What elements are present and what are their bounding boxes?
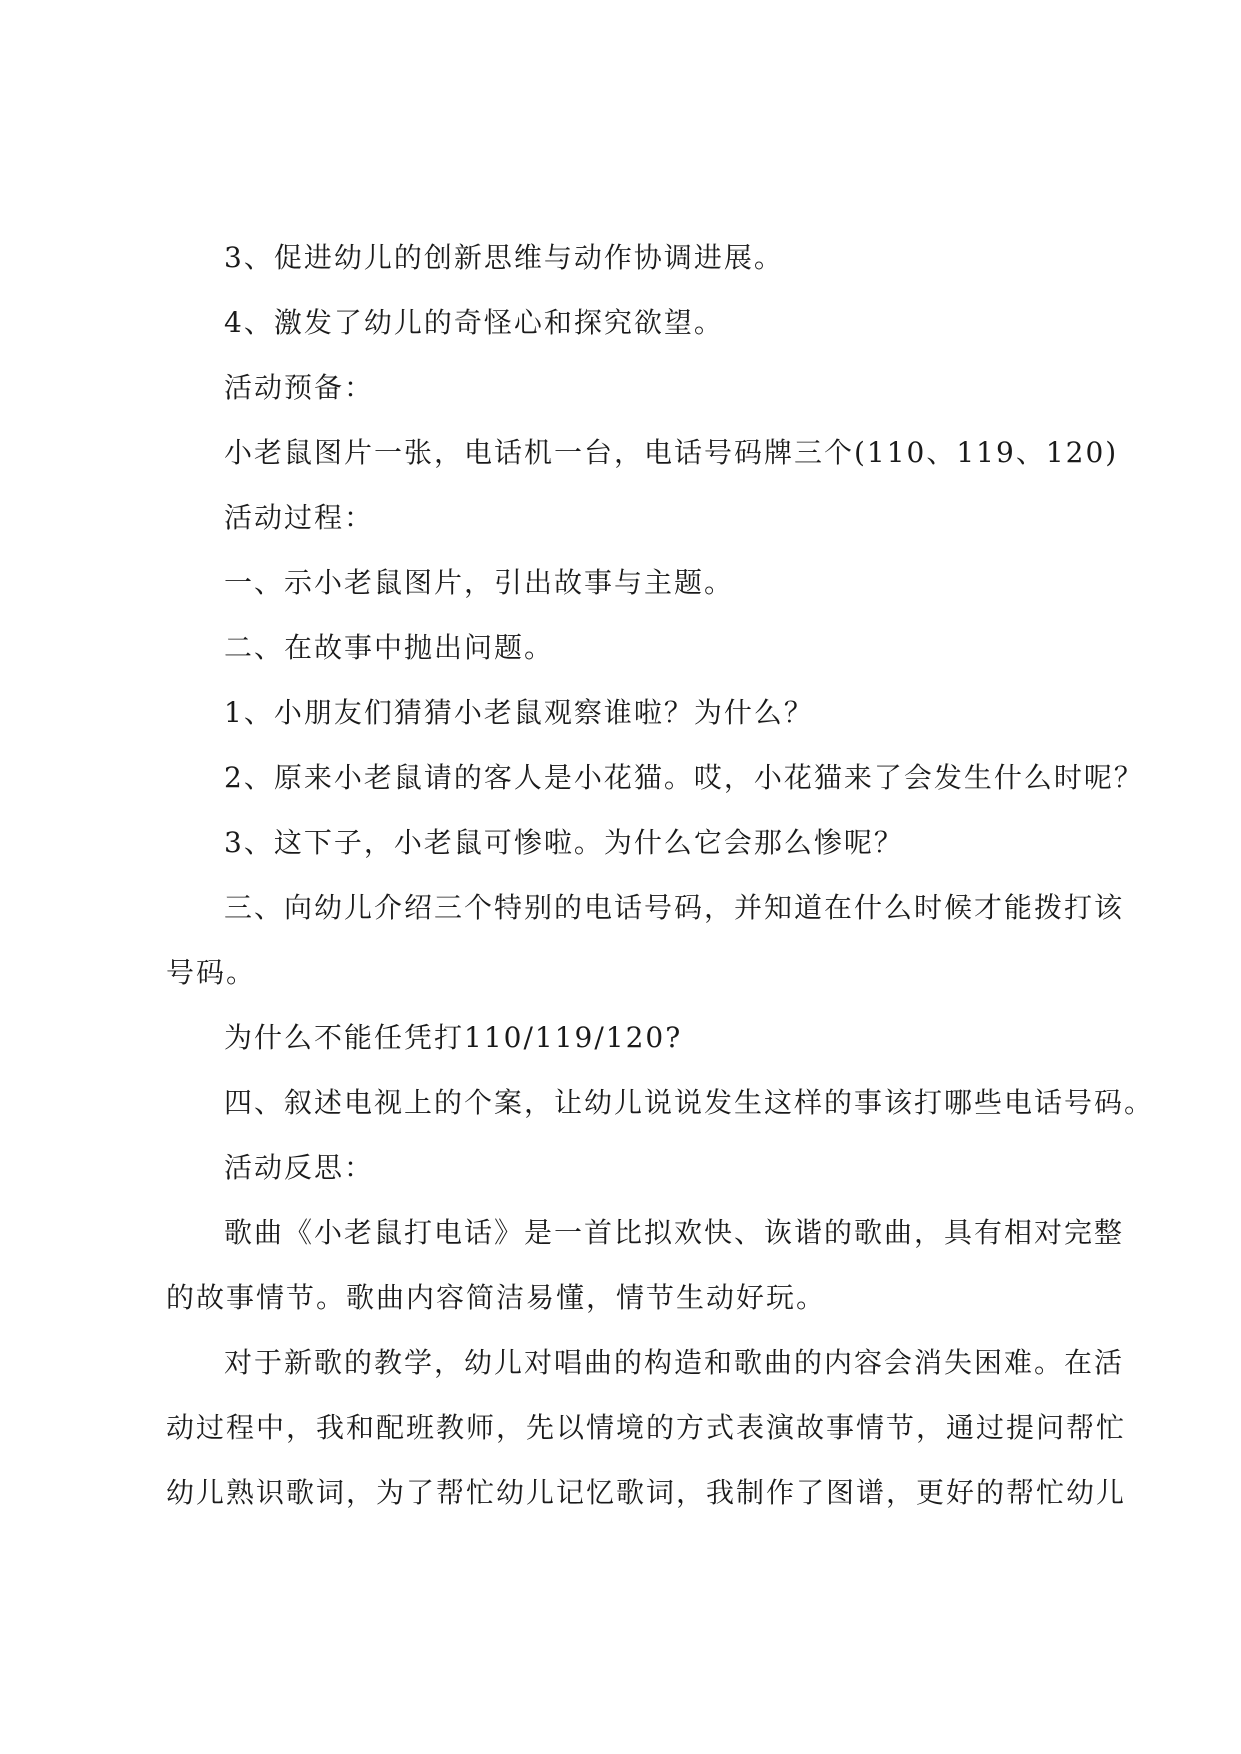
paragraph-goal-4: 4、激发了幼儿的奇怪心和探究欲望。 [224, 306, 724, 339]
paragraph-line: 对于新歌的教学，幼儿对唱曲的构造和歌曲的内容会消失困难。在活 [224, 1346, 1125, 1379]
paragraph-goal-3: 3、促进幼儿的创新思维与动作协调进展。 [224, 241, 784, 274]
paragraph-line: 三、向幼儿介绍三个特别的电话号码，并知道在什么时候才能拨打该 [224, 891, 1125, 924]
paragraph-question-3: 3、这下子，小老鼠可惨啦。为什么它会那么惨呢？ [224, 826, 904, 859]
paragraph-line: 号码。 [166, 956, 257, 989]
paragraph-step-3 [166, 875, 1125, 1005]
paragraph-step-4: 四、叙述电视上的个案，让幼儿说说发生这样的事该打哪些电话号码。 [224, 1086, 1155, 1119]
document-body [166, 225, 1155, 1525]
paragraph-question-1: 1、小朋友们猜猜小老鼠观察谁啦？为什么？ [224, 696, 814, 729]
paragraph-line: 的故事情节。歌曲内容简洁易懂，情节生动好玩。 [166, 1281, 827, 1314]
paragraph-question-2: 2、原来小老鼠请的客人是小花猫。哎，小花猫来了会发生什么时呢？ [224, 761, 1144, 794]
paragraph-line: 幼儿熟识歌词，为了帮忙幼儿记忆歌词，我制作了图谱，更好的帮忙幼儿 [166, 1476, 1127, 1509]
heading-activity-reflection: 活动反思： [224, 1151, 375, 1184]
paragraph-step-1: 一、示小老鼠图片，引出故事与主题。 [224, 566, 735, 599]
paragraph-line: 动过程中，我和配班教师，先以情境的方式表演故事情节，通过提问帮忙 [166, 1411, 1127, 1444]
paragraph-why-question: 为什么不能任凭打110/119/120? [224, 1021, 683, 1054]
paragraph-step-2: 二、在故事中抛出问题。 [224, 631, 555, 664]
paragraph-materials: 小老鼠图片一张，电话机一台，电话号码牌三个(110、119、120) [224, 436, 1119, 469]
paragraph-reflection-2 [166, 1330, 1127, 1525]
paragraph-reflection-1 [166, 1200, 1125, 1330]
heading-activity-preparation: 活动预备： [224, 371, 375, 404]
paragraph-line: 歌曲《小老鼠打电话》是一首比拟欢快、诙谐的歌曲，具有相对完整 [224, 1216, 1125, 1249]
heading-activity-process: 活动过程： [224, 501, 375, 534]
